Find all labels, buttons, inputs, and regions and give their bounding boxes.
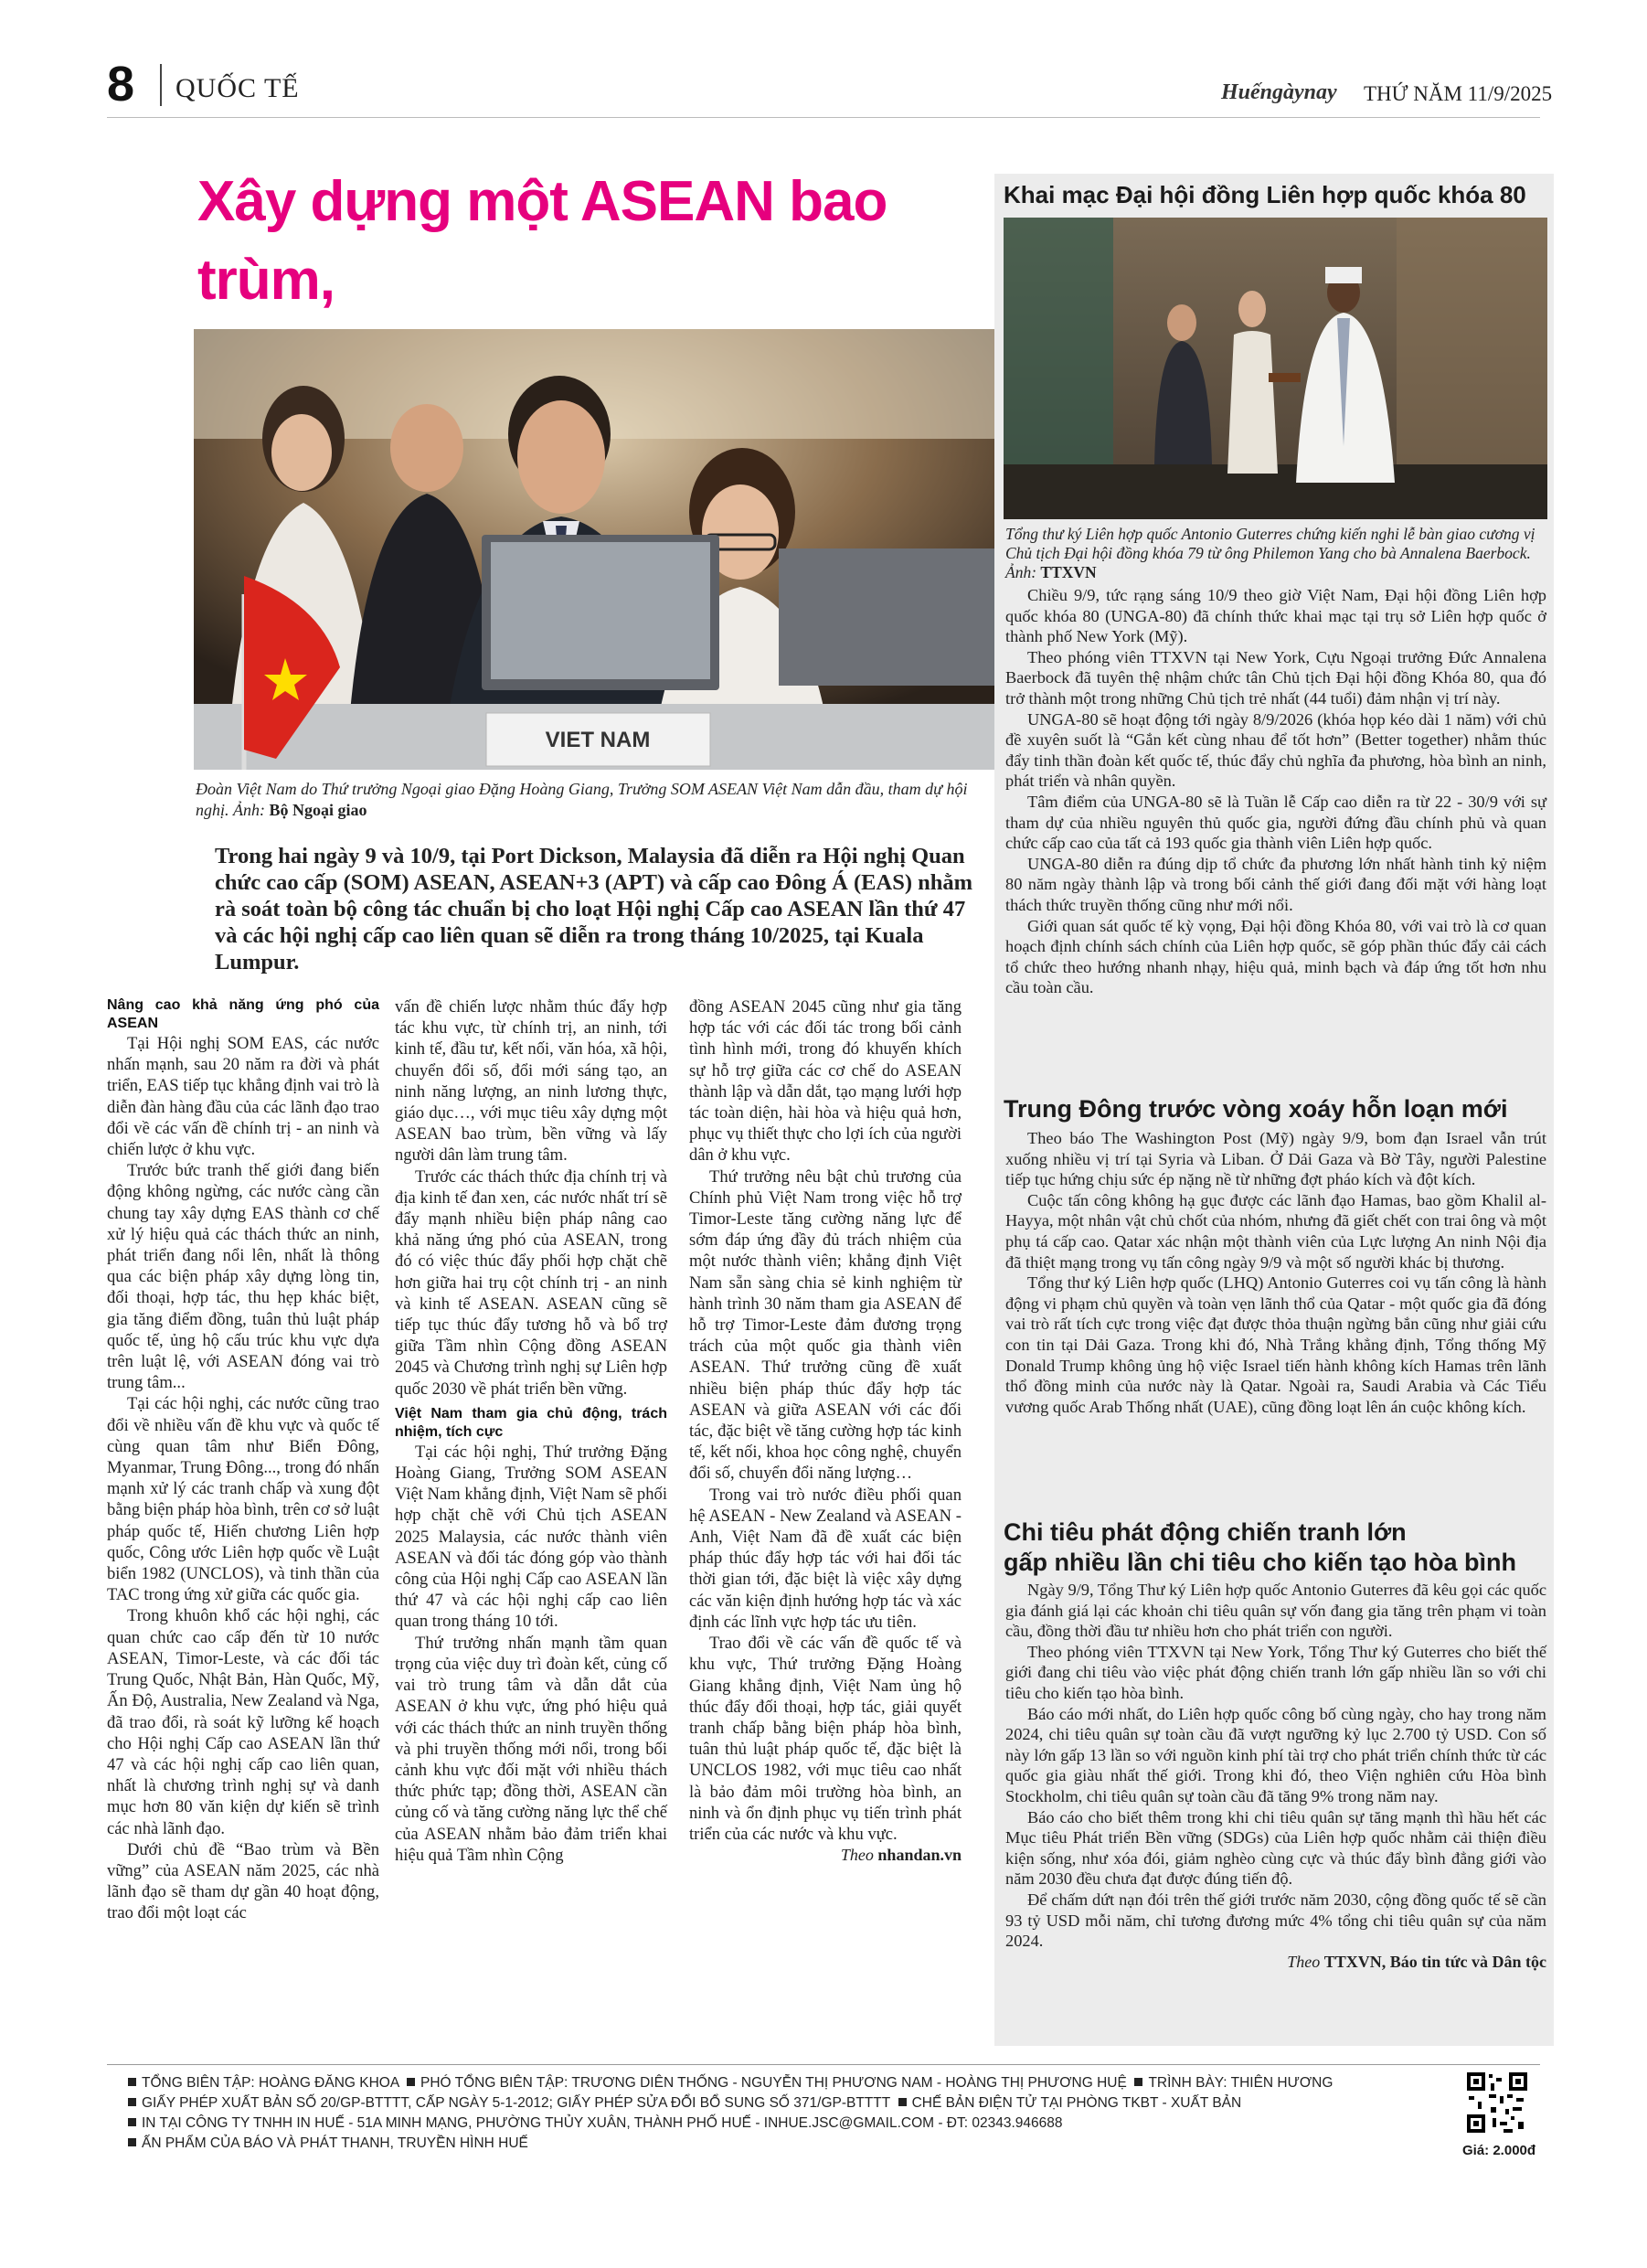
sidebar-article-3-title-line2: gấp nhiều lần chi tiêu cho kiến tạo hòa bình xyxy=(1004,1549,1517,1576)
paragraph: Tại các hội nghị, các nước cũng trao đổi về nhiều vấn đề khu vực và quốc tế cùng quan tâm như Biển Đông, Myanmar, Trung Đông..., trong đó nhấn mạnh xử lý các tranh chấp và xung đột bằng biện pháp hòa bình, trên cơ sở luật pháp quốc tế, Hiến chương Liên hợp quốc, Công ước Liên hợp quốc về Luật biển 1982 (UNCLOS), và tinh thần của TAC trong ứng xử giữa các quốc gia. xyxy=(107,1394,379,1605)
page-number: 8 xyxy=(107,57,135,112)
bullet-square-icon xyxy=(128,2118,136,2126)
main-photo-caption xyxy=(196,779,991,821)
byline-source: TTXVN, Báo tin tức và Dân tộc xyxy=(1323,1952,1546,1971)
paragraph: Trước bức tranh thế giới đang biến động không ngừng, các nước càng cần chung tay xây dựng EAS thành cơ chế xử lý hiệu quả các thách thức an ninh, phát triển đang nổi lên, nhất là thông qua các biện pháp xây dựng lòng tin, đối thoại, hợp tác, thu hẹp khác biệt, gia tăng điểm đồng, tuân thủ luật pháp quốc tế, ủng hộ cấu trúc khu vực dựa trên luật lệ, với ASEAN đóng vai trò trung tâm... xyxy=(107,1161,379,1393)
paragraph: Báo cáo mới nhất, do Liên hợp quốc công bố cùng ngày, cho hay trong năm 2024, chi tiêu quân sự toàn cầu đã vượt ngưỡng kỷ lục 2.700 tỷ USD. Con số này lớn gấp 13 lần so với nguồn kinh phí tài trợ cho phát triển chính thức từ các quốc gia giàu nhất thế giới. Trong khi đó, theo Viện nghiên cứu Hòa bình Stockholm, chi tiêu quân sự toàn cầu đã tăng 9% trong năm nay. xyxy=(1005,1704,1546,1805)
sidebar-article-3-title-line1: Chi tiêu phát động chiến tranh lớn xyxy=(1004,1518,1407,1546)
sidebar-photo-caption-text: Tổng thư ký Liên hợp quốc Antonio Guterres chứng kiến nghi lễ bàn giao cương vị Chủ tịch Đại hội đồng khóa 79 từ ông Philemon Yang cho bà Annalena Baerbock. Ảnh: xyxy=(1005,525,1535,581)
footer-rule xyxy=(107,2064,1540,2065)
sidebar-photo xyxy=(1004,218,1547,519)
qr-code-icon[interactable] xyxy=(1465,2071,1529,2135)
paragraph: UNGA-80 sẽ hoạt động tới ngày 8/9/2026 (khóa họp kéo dài 1 năm) với chủ đề xuyên suốt là “Gắn kết cùng nhau để tốt hơn” (Better together) nhằm thúc đẩy tinh thần đoàn kết quốc tế, thúc đẩy chủ nghĩa đa phương, hòa bình an ninh, phát triển và nhân quyền. xyxy=(1005,709,1546,791)
sidebar-photo-credit: TTXVN xyxy=(1040,563,1097,581)
header-divider xyxy=(160,64,162,106)
bullet-square-icon xyxy=(128,2138,136,2146)
paragraph: Dưới chủ đề “Bao trùm và Bền vững” của ASEAN năm 2025, các nhà lãnh đạo sẽ tham dự gần 40 hoạt động, trao đổi một loạt các xyxy=(107,1839,379,1923)
paragraph: Tại các hội nghị, Thứ trưởng Đặng Hoàng Giang, Trưởng SOM ASEAN Việt Nam khẳng định, Việt Nam sẽ phối hợp chặt chẽ với Chủ tịch ASEAN 2025 Malaysia, các nước thành viên ASEAN và đối tác đóng góp vào thành công của Hội nghị Cấp cao ASEAN lần thứ 47 và các hội nghị cấp cao liên quan trong tháng 10 tới. xyxy=(395,1442,667,1632)
paragraph: Trong khuôn khổ các hội nghị, các quan chức cao cấp đến từ 10 nước ASEAN, Timor-Leste, và các đối tác Trung Quốc, Nhật Bản, Hàn Quốc, Mỹ, Ấn Độ, Australia, New Zealand và Nga, đã trao đổi, rà soát kỹ lưỡng kế hoạch cho Hội nghị Cấp cao ASEAN lần thứ 47 và các hội nghị cấp cao liên quan, nhất là chương trình nghị sự và danh mục hơn 80 văn kiện dự kiến sẽ trình các nhà lãnh đạo. xyxy=(107,1606,379,1838)
header-rule xyxy=(107,117,1540,118)
footer-editor: TỔNG BIÊN TẬP: HOÀNG ĐĂNG KHOA xyxy=(142,2075,399,2091)
footer-license: GIẤY PHÉP XUẤT BẢN SỐ 20/GP-BTTTT, CẤP NGÀY 5-1-2012; GIẤY PHÉP SỬA ĐỔI BỔ SUNG SỐ 371/GP-BTTTT xyxy=(142,2095,890,2111)
sidebar-photo-caption xyxy=(1005,525,1546,582)
footer-line-2 xyxy=(128,2093,1453,2114)
sidebar-article-3-body xyxy=(1005,1580,1546,1972)
paragraph: Cuộc tấn công không hạ gục được các lãnh đạo Hamas, bao gồm Khalil al-Hayya, một nhân vật chủ chốt của nhóm, nhưng đã giết chết con trai ông và một phụ tá cấp cao. Qatar xác nhận một thành viên của Lực lượng An ninh Nội địa đã thiệt mạng trong vụ tấn công ngày 9/9 và một số người khác bị thương. xyxy=(1005,1190,1546,1272)
paragraph: Tại Hội nghị SOM EAS, các nước nhấn mạnh, sau 20 năm ra đời và phát triển, EAS tiếp tục khẳng định vai trò là diễn đàn hàng đầu của các lãnh đạo trao đổi về các vấn đề chính trị - an ninh và chiến lược ở khu vực. xyxy=(107,1034,379,1160)
byline-prefix: Theo xyxy=(840,1846,874,1865)
subhead-2: Việt Nam tham gia chủ động, trách nhiệm, tích cực xyxy=(395,1405,667,1440)
price-label: Giá: 2.000đ xyxy=(1462,2143,1536,2158)
main-photo-illustration xyxy=(194,329,998,770)
paragraph: Tổng thư ký Liên hợp quốc (LHQ) Antonio Guterres coi vụ tấn công là hành động vi phạm chủ quyền và toàn vẹn lãnh thổ của Qatar - một quốc gia đã đóng vai trò rất tích cực trong việc đạt được thỏa thuận ngừng bắn cũng như giải cứu con tin tại Dải Gaza. Trong khi đó, Nhà Trắng khẳng định, Tổng thống Mỹ Donald Trump không ủng hộ việc Israel tiến hành không kích Hamas trên lãnh thổ đồng minh của nước này là Qatar. Ngoài ra, Saudi Arabia và Các Tiểu vương quốc Arab Thống nhất (UAE), cũng đồng loạt lên án cuộc không kích. xyxy=(1005,1273,1546,1416)
paragraph: Chiều 9/9, tức rạng sáng 10/9 theo giờ Việt Nam, Đại hội đồng Liên hợp quốc khóa 80 (UNGA-80) đã chính thức khai mạc tại trụ sở Liên hợp quốc ở thành phố New York (Mỹ). xyxy=(1005,586,1546,646)
paragraph: Giới quan sát quốc tế kỳ vọng, Đại hội đồng Khóa 80, với vai trò là cơ quan hoạch định chính sách chính của Liên hợp quốc, sẽ góp phần thúc đẩy cải cách tổ chức theo hướng nhanh nhạy, hiệu quả, minh bạch và đáp ứng tốt hơn nhu cầu toàn cầu. xyxy=(1005,916,1546,997)
footer-line-3 xyxy=(128,2114,1453,2134)
sidebar-photo-illustration xyxy=(1004,218,1547,519)
footer-publisher: ẤN PHẨM CỦA BÁO VÀ PHÁT THANH, TRUYỀN HÌNH HUẾ xyxy=(142,2135,528,2151)
masthead-logo: Huếngàynay xyxy=(1221,80,1337,104)
sidebar-article-3-title xyxy=(1004,1517,1552,1578)
paragraph: Trao đổi về các vấn đề quốc tế và khu vực, Thứ trưởng Đặng Hoàng Giang khẳng định, Việt Nam ủng hộ thúc đẩy đối thoại, hợp tác, giải quyết tranh chấp bằng biện pháp hòa bình, tuân thủ luật pháp quốc tế, đặc biệt là UNCLOS 1982, với mục tiêu cao nhất là bảo đảm môi trường hòa bình, an ninh và ổn định phục vụ tiến trình phát triển của các nước và khu vực. xyxy=(689,1634,962,1844)
paragraph: Theo phóng viên TTXVN tại New York, Cựu Ngoại trưởng Đức Annalena Baerbock đã tuyên thệ nhậm chức tân Chủ tịch Đại hội đồng Khóa 80, qua đó trở thành một trong những Chủ tịch trẻ nhất (44 tuổi) đảm nhận vị trí này. xyxy=(1005,647,1546,708)
sidebar-article-3-byline xyxy=(1005,1952,1546,1973)
main-photo xyxy=(194,329,998,770)
paragraph: Thứ trưởng nêu bật chủ trương của Chính phủ Việt Nam trong việc hỗ trợ Timor-Leste tăng cường năng lực để sớm đáp ứng đầy đủ trách nhiệm của một nước thành viên; khẳng định Việt Nam sẵn sàng chia sẻ kinh nghiệm từ hành trình 30 năm tham gia ASEAN để hỗ trợ Timor-Leste đảm đương trọng trách của một quốc gia thành viên ASEAN. Thứ trưởng cũng đề xuất nhiều biện pháp thúc đẩy hợp tác ASEAN và giữa ASEAN với các đối tác, đặc biệt về tăng cường hợp tác kinh tế, kết nối, khoa học công nghệ, chuyển đổi số, chuyển đổi năng lượng… xyxy=(689,1166,962,1484)
sidebar-article-1-body xyxy=(1005,585,1546,998)
bullet-square-icon xyxy=(1134,2078,1142,2086)
sidebar-article-2-title: Trung Đông trước vòng xoáy hỗn loạn mới xyxy=(1004,1095,1508,1123)
main-photo-credit: Bộ Ngoại giao xyxy=(269,801,367,819)
paragraph: Báo cáo cho biết thêm trong khi chi tiêu quân sự tăng mạnh thì hầu hết các Mục tiêu Phát triển Bền vững (SDGs) của Liên hợp quốc nhằm cải thiện điều kiện sống, như xóa đói, giảm nghèo cùng cực và thúc đẩy bình đẳng giới vào năm 2030 đều chưa đạt được đúng tiến độ. xyxy=(1005,1807,1546,1889)
paragraph: Theo phóng viên TTXVN tại New York, Tổng Thư ký Guterres cho biết thế giới đang chi tiêu vào việc phát động chiến tranh lớn gấp nhiều lần so với chi tiêu cho kiến tạo hòa bình. xyxy=(1005,1642,1546,1702)
paragraph: vấn đề chiến lược nhằm thúc đẩy hợp tác khu vực, từ chính trị, an ninh, tới kinh tế, đầu tư, kết nối, văn hóa, xã hội, chuyển đổi số, đổi mới sáng tạo, an ninh năng lượng, an ninh lương thực, giáo dục…, với mục tiêu xây dựng một ASEAN bao trùm, bền vững và lấy người dân làm trung tâm. xyxy=(395,997,667,1166)
sidebar-article-2-body xyxy=(1005,1128,1546,1417)
footer-line-1 xyxy=(128,2073,1453,2093)
footer-typesetting: CHẾ BẢN ĐIỆN TỬ TẠI PHÒNG TKBT - XUẤT BẢN xyxy=(911,2095,1242,2111)
paragraph: Tâm điểm của UNGA-80 sẽ là Tuần lễ Cấp cao diễn ra từ 22 - 30/9 với sự tham dự của nhiều nguyên thủ quốc gia, người đứng đầu chính phủ và quan chức cấp cao của tất cả 193 quốc gia thành viên Liên hợp quốc. xyxy=(1005,792,1546,853)
footer-line-4 xyxy=(128,2134,1453,2154)
article-column-2 xyxy=(395,996,667,1866)
main-photo-caption-text: Đoàn Việt Nam do Thứ trưởng Ngoại giao Đặng Hoàng Giang, Trưởng SOM ASEAN Việt Nam dẫn đầu, tham dự hội nghị. Ảnh: xyxy=(196,780,968,819)
subhead-1: Nâng cao khả năng ứng phó của ASEAN xyxy=(107,997,379,1031)
article-title-line1: Xây dựng một ASEAN bao trùm, xyxy=(197,170,887,312)
article-column-1 xyxy=(107,996,379,1924)
article-column-3 xyxy=(689,996,962,1866)
byline-source: nhandan.vn xyxy=(877,1846,962,1865)
footer-imprint xyxy=(128,2073,1453,2154)
issue-date: THỨ NĂM 11/9/2025 xyxy=(1364,82,1553,105)
paragraph: Ngày 9/9, Tổng Thư ký Liên hợp quốc Antonio Guterres đã kêu gọi các quốc gia đánh giá lại các khoản chi tiêu quân sự vốn đang gia tăng trên phạm vi toàn cầu, đồng thời đầu tư nhiều hơn cho phát triển con người. xyxy=(1005,1581,1546,1641)
bullet-square-icon xyxy=(128,2098,136,2106)
paragraph: Để chấm dứt nạn đói trên thế giới trước năm 2030, cộng đồng quốc tế sẽ cần 93 tỷ USD mỗi năm, chỉ tương đương mức 4% tổng chi tiêu quân sự của năm 2024. xyxy=(1005,1890,1546,1951)
paragraph: đồng ASEAN 2045 cũng như gia tăng hợp tác với các đối tác trong bối cảnh tình hình mới, trong đó khuyến khích sự hỗ trợ giữa các cơ chế do ASEAN thành lập và dẫn dắt, tạo mạng lưới hợp tác toàn diện, hài hòa và hiệu quả hơn, phục vụ thiết thực cho lợi ích của người dân ở khu vực. xyxy=(689,997,962,1166)
sidebar-article-1-title: Khai mạc Đại hội đồng Liên hợp quốc khóa 80 xyxy=(1004,181,1526,208)
byline-prefix: Theo xyxy=(1287,1952,1321,1971)
footer-printer: IN TẠI CÔNG TY TNHH IN HUẾ - 51A MINH MẠNG, PHƯỜNG THỦY XUÂN, THÀNH PHỐ HUẾ - INHUE.JSC@GMAIL.COM - ĐT: 02343.946688 xyxy=(142,2115,1063,2131)
nameplate-text: VIET NAM xyxy=(545,728,651,752)
paragraph: Trước các thách thức địa chính trị và địa kinh tế đan xen, các nước nhất trí sẽ đẩy mạnh nhiều biện pháp nâng cao khả năng ứng phó của ASEAN, trong đó có việc thúc đẩy phối hợp chặt chẽ hơn giữa hai trụ cột chính trị - an ninh và kinh tế ASEAN. ASEAN cũng sẽ tiếp tục thúc đẩy tương hỗ và bổ trợ giữa Tầm nhìn Cộng đồng ASEAN 2045 và Chương trình nghị sự Liên hợp quốc 2030 về phát triển bền vững. xyxy=(395,1166,667,1399)
footer-deputy-editors: PHÓ TỔNG BIÊN TẬP: TRƯƠNG DIÊN THỐNG - NGUYỄN THỊ PHƯƠNG NAM - HOÀNG THỊ PHƯƠNG HUỆ xyxy=(420,2075,1127,2091)
bullet-square-icon xyxy=(898,2098,907,2106)
paragraph: Trong vai trò nước điều phối quan hệ ASEAN - New Zealand và ASEAN - Anh, Việt Nam đã đề xuất các biện pháp thúc đẩy hợp tác với hai đối tác thời gian tới, đặc biệt là việc xây dựng các văn kiện định hướng hợp tác và xác định các lĩnh vực hợp tác ưu tiên. xyxy=(689,1485,962,1632)
bullet-square-icon xyxy=(128,2078,136,2086)
section-label: QUỐC TẾ xyxy=(175,73,300,103)
article-byline xyxy=(689,1845,962,1866)
paragraph: UNGA-80 diễn ra đúng dịp tổ chức đa phương lớn nhất hành tinh kỷ niệm 80 năm ngày thành lập và trong bối cảnh thế giới đang đối mặt với hàng loạt thách thức truyền thống cũng như mới nổi. xyxy=(1005,854,1546,914)
bullet-square-icon xyxy=(407,2078,415,2086)
paragraph: Thứ trưởng nhấn mạnh tầm quan trọng của việc duy trì đoàn kết, củng cố vai trò trung tâm và dẫn dắt của ASEAN ở khu vực, ứng phó hiệu quả với các thách thức an ninh truyền thống và phi truyền thống mới nổi, trong bối cảnh khu vực đối mặt với nhiều thách thức phức tạp; đồng thời, ASEAN cần củng cố và tăng cường năng lực thể chế của ASEAN nhằm bảo đảm triển khai hiệu quả Tầm nhìn Cộng xyxy=(395,1633,667,1865)
article-lead: Trong hai ngày 9 và 10/9, tại Port Dickson, Malaysia đã diễn ra Hội nghị Quan chức cao cấp (SOM) ASEAN, ASEAN+3 (APT) và cấp cao Đông Á (EAS) nhằm rà soát toàn bộ công tác chuẩn bị cho loạt Hội nghị Cấp cao ASEAN lần thứ 47 và các hội nghị cấp cao liên quan sẽ diễn ra trong tháng 10/2025, tại Kuala Lumpur. xyxy=(215,844,973,974)
paragraph: Theo báo The Washington Post (Mỹ) ngày 9/9, bom đạn Israel vẫn trút xuống nhiều vị trí tại Syria và Liban. Ở Dải Gaza và Bờ Tây, người Palestine tiếp tục hứng chịu sức ép nặng nề từ những đợt pháo kích và đột kích. xyxy=(1005,1129,1546,1189)
footer-layout: TRÌNH BÀY: THIÊN HƯƠNG xyxy=(1148,2075,1334,2091)
